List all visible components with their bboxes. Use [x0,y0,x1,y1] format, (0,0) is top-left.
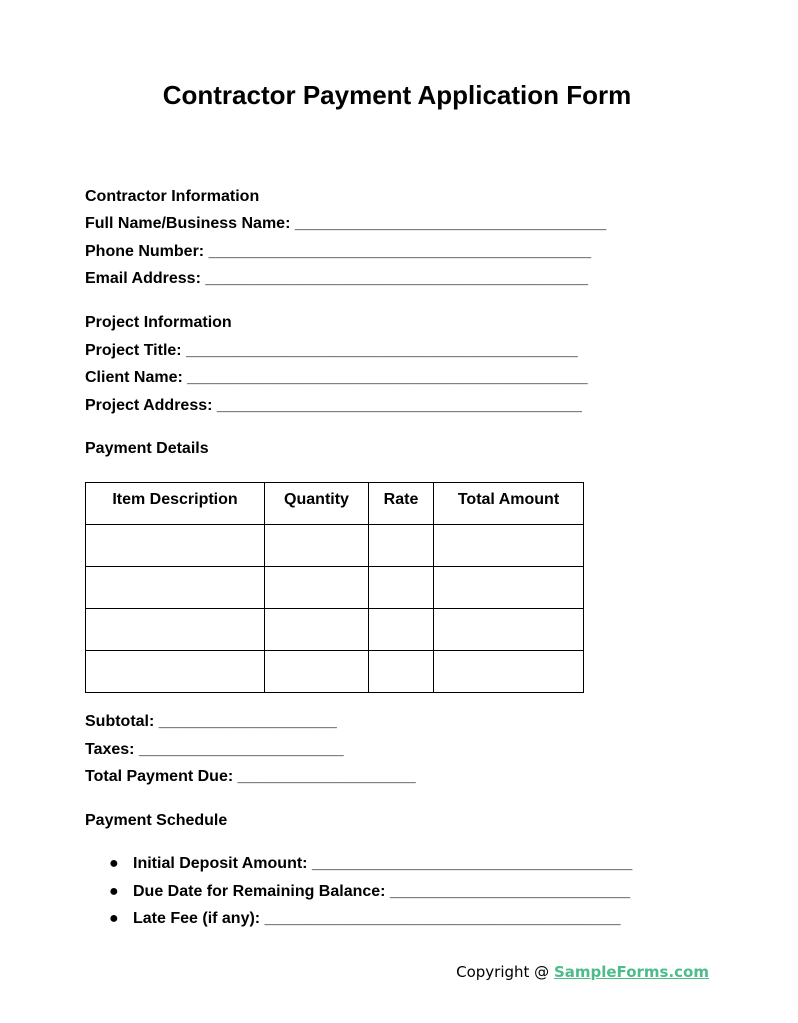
footer-copyright [456,963,709,981]
project-section-heading: Project Information [85,314,232,331]
table-cell[interactable] [369,651,434,693]
list-item [109,910,621,928]
table-row [86,651,584,693]
payment-section-heading: Payment Details [85,440,209,457]
bullet-icon: ● [109,910,119,927]
column-header-total-amount: Total Amount [434,483,584,525]
table-cell[interactable] [265,567,369,609]
email-address-field[interactable]: Email Address: ___________________________________________ [85,270,588,287]
list-item [109,883,630,901]
schedule-section-heading: Payment Schedule [85,812,228,829]
bullet-icon: ● [109,883,119,900]
table-cell[interactable] [86,609,265,651]
initial-deposit-field[interactable]: Initial Deposit Amount: ____________________________________ [133,855,633,872]
subtotal-field[interactable]: Subtotal: ____________________ [85,713,337,730]
table-cell[interactable] [369,567,434,609]
table-cell[interactable] [86,567,265,609]
table-cell[interactable] [434,609,584,651]
table-cell[interactable] [369,609,434,651]
project-title-field[interactable]: Project Title: ____________________________________________ [85,342,578,359]
late-fee-field[interactable]: Late Fee (if any): ________________________________________ [133,910,621,927]
table-header-row [86,483,584,525]
client-name-field[interactable]: Client Name: _____________________________________________ [85,369,588,386]
table-cell[interactable] [434,567,584,609]
phone-number-field[interactable]: Phone Number: ___________________________________________ [85,243,592,260]
page-title: Contractor Payment Application Form [162,80,632,110]
table-cell[interactable] [434,651,584,693]
table-row [86,525,584,567]
table-row [86,609,584,651]
copyright-text: Copyright @ [456,963,554,981]
contractor-section-heading: Contractor Information [85,188,260,205]
column-header-quantity: Quantity [265,483,369,525]
payment-details-table [85,482,584,693]
total-payment-due-field[interactable]: Total Payment Due: ____________________ [85,768,416,785]
bullet-icon: ● [109,855,119,872]
table-cell[interactable] [369,525,434,567]
list-item [109,855,632,873]
due-date-field[interactable]: Due Date for Remaining Balance: ___________________________ [133,883,631,900]
table-cell[interactable] [265,609,369,651]
taxes-field[interactable]: Taxes: _______________________ [85,741,344,758]
full-name-field[interactable]: Full Name/Business Name: ___________________________________ [85,215,607,232]
column-header-item-description: Item Description [86,483,265,525]
column-header-rate: Rate [369,483,434,525]
table-cell[interactable] [86,525,265,567]
project-address-field[interactable]: Project Address: _________________________________________ [85,397,582,414]
table-cell[interactable] [265,651,369,693]
brand-link[interactable]: SampleForms.com [553,963,709,981]
table-cell[interactable] [86,651,265,693]
table-cell[interactable] [434,525,584,567]
table-row [86,567,584,609]
table-cell[interactable] [265,525,369,567]
